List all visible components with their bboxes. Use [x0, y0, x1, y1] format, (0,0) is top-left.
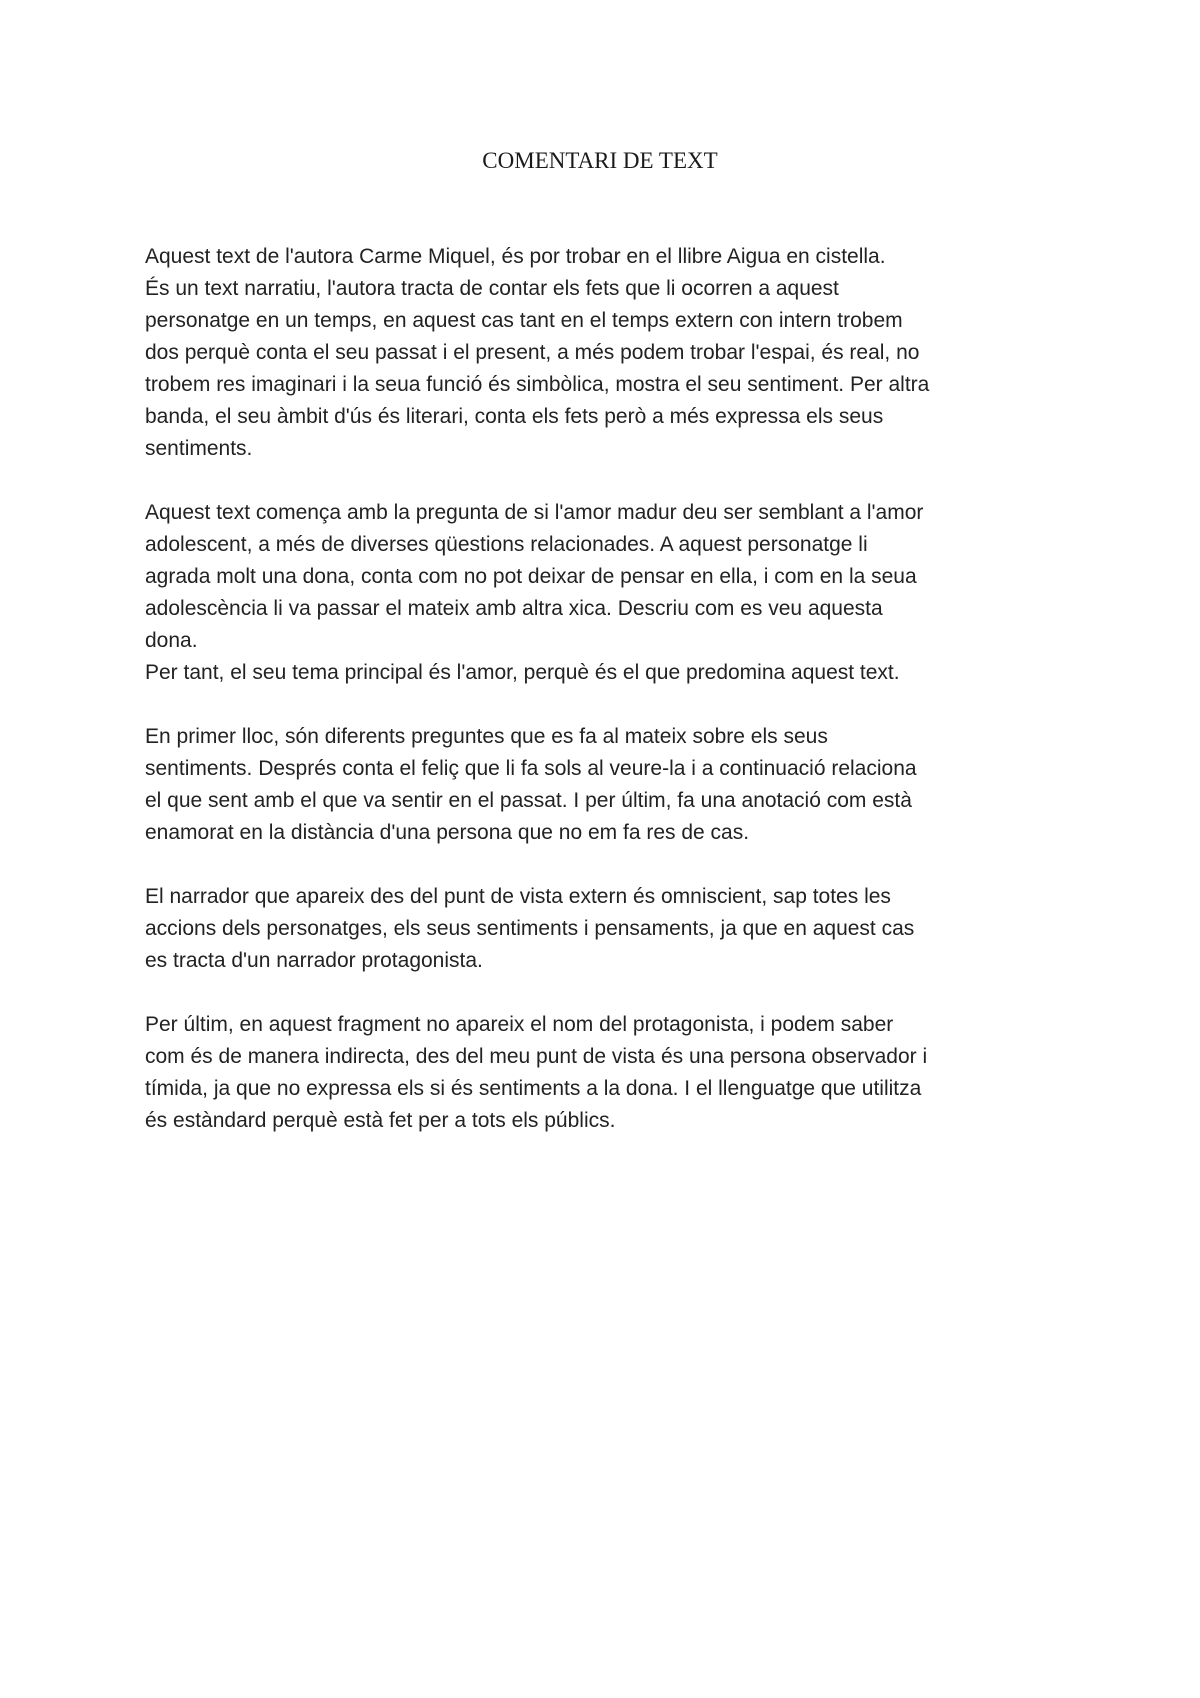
text-line: tímida, ja que no expressa els si és sentiments a la dona. I el llenguatge que utilitza	[145, 1077, 922, 1100]
text-line: com és de manera indirecta, des del meu punt de vista és una persona observador i	[145, 1045, 928, 1068]
text-line: Aquest text de l'autora Carme Miquel, és por trobar en el llibre Aigua en cistella.	[145, 245, 886, 268]
paragraph-2	[145, 497, 1065, 689]
text-line: En primer lloc, són diferents preguntes que es fa al mateix sobre els seus	[145, 725, 828, 748]
text-line: Aquest text comença amb la pregunta de si l'amor madur deu ser semblant a l'amor	[145, 501, 924, 524]
text-line: adolescent, a més de diverses qüestions relacionades. A aquest personatge li	[145, 533, 868, 556]
text-line: adolescència li va passar el mateix amb altra xica. Descriu com es veu aquesta	[145, 597, 883, 620]
text-line: és estàndard perquè està fet per a tots els públics.	[145, 1109, 616, 1132]
text-line: es tracta d'un narrador protagonista.	[145, 949, 483, 972]
text-line: Per tant, el seu tema principal és l'amor, perquè és el que predomina aquest text.	[145, 661, 900, 684]
paragraph-3	[145, 721, 1065, 849]
text-line: Per últim, en aquest fragment no apareix el nom del protagonista, i podem saber	[145, 1013, 894, 1036]
paragraph-1	[145, 241, 1065, 465]
text-line: banda, el seu àmbit d'ús és literari, conta els fets però a més expressa els seus	[145, 405, 884, 428]
text-line: el que sent amb el que va sentir en el passat. I per últim, fa una anotació com està	[145, 789, 912, 812]
document-title: COMENTARI DE TEXT	[482, 148, 718, 173]
paragraph-4	[145, 881, 1065, 977]
text-line: sentiments.	[145, 437, 253, 460]
document-body	[145, 241, 1065, 1169]
text-line: trobem res imaginari i la seua funció és simbòlica, mostra el seu sentiment. Per altra	[145, 373, 930, 396]
text-line: accions dels personatges, els seus sentiments i pensaments, ja que en aquest cas	[145, 917, 915, 940]
text-line: sentiments. Després conta el feliç que li fa sols al veure-la i a continuació relaciona	[145, 757, 917, 780]
text-line: dos perquè conta el seu passat i el present, a més podem trobar l'espai, és real, no	[145, 341, 920, 364]
text-line: dona.	[145, 629, 198, 652]
text-line: personatge en un temps, en aquest cas tant en el temps extern con intern trobem	[145, 309, 903, 332]
text-line: És un text narratiu, l'autora tracta de contar els fets que li ocorren a aquest	[145, 277, 839, 300]
paragraph-5	[145, 1009, 1065, 1137]
text-line: enamorat en la distància d'una persona que no em fa res de cas.	[145, 821, 750, 844]
text-line: agrada molt una dona, conta com no pot deixar de pensar en ella, i com en la seua	[145, 565, 917, 588]
text-line: El narrador que apareix des del punt de vista extern és omniscient, sap totes les	[145, 885, 891, 908]
